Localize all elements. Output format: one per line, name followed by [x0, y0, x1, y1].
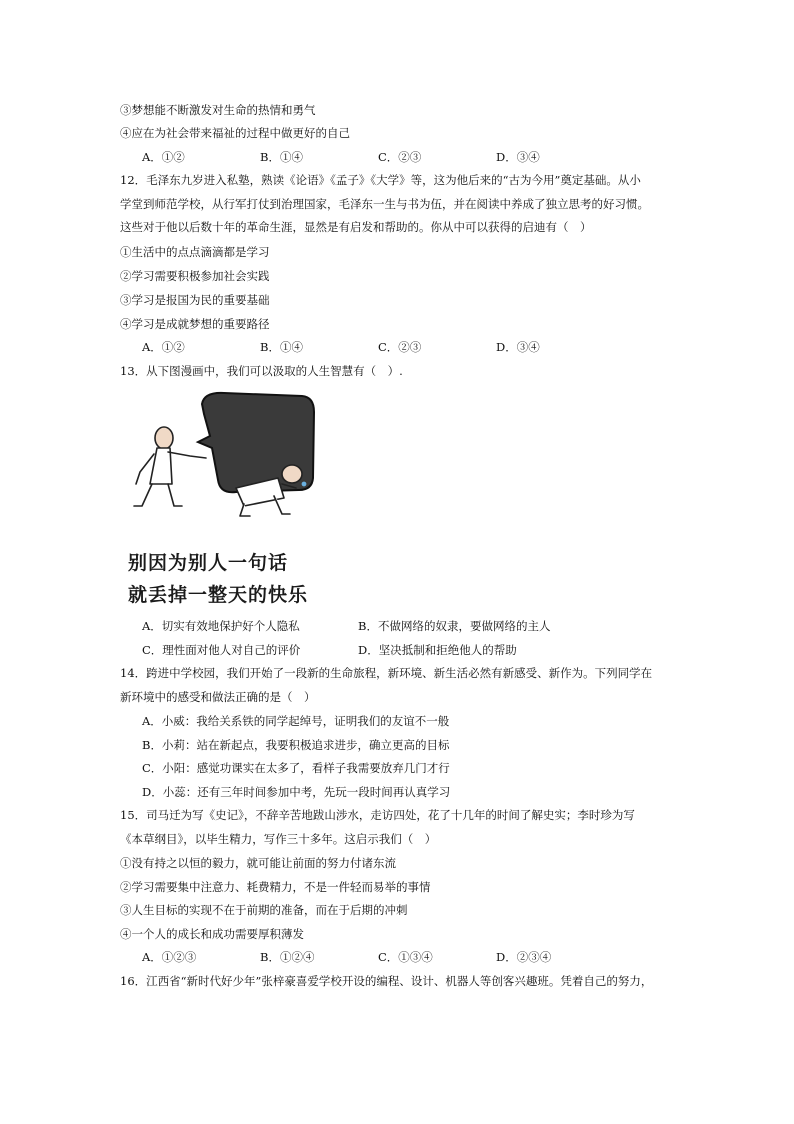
q11-option-b[interactable]: B．①④	[260, 150, 303, 164]
q16-stem-line-1: 16．江西省“新时代好少年”张梓豪喜爱学校开设的编程、设计、机器人等创客兴趣班。凭着自己的努力，	[120, 974, 653, 988]
q15-stem-line-1: 15．司马迁为写《史记》，不辞辛苦地跋山涉水，走访四处，花了十几年的时间了解史实；李时珍为写	[120, 808, 635, 822]
q14-stem-line-1: 14．跨进中学校园，我们开始了一段新的生命旅程，新环境、新生活必然有新感受、新作为。下列同学在	[120, 666, 653, 680]
q13-option-d[interactable]: D．坚决抵制和拒绝他人的帮助	[358, 643, 517, 657]
q15-item-2: ②学习需要集中注意力、耗费精力，不是一件轻而易举的事情	[120, 880, 431, 894]
q13-option-b[interactable]: B．不做网络的奴隶，要做网络的主人	[358, 619, 551, 633]
q12-option-a[interactable]: A．①②	[142, 340, 185, 354]
q14-option-b[interactable]: B．小莉：站在新起点，我要积极追求进步，确立更高的目标	[142, 738, 450, 752]
q12-item-4: ④学习是成就梦想的重要路径	[120, 317, 270, 331]
q14-option-d[interactable]: D．小蕊：还有三年时间参加中考，先玩一段时间再认真学习	[142, 785, 451, 799]
q13-options-row-1	[142, 618, 550, 634]
q11-option-d[interactable]: D．③④	[496, 150, 540, 164]
q15-item-1: ①没有持之以恒的毅力，就可能让前面的努力付诸东流	[120, 856, 396, 870]
q11-option-c[interactable]: C．②③	[378, 150, 422, 164]
comic-illustration	[124, 388, 324, 610]
q12-option-c[interactable]: C．②③	[378, 340, 422, 354]
q11-item-4: ④应在为社会带来福祉的过程中做更好的自己	[120, 126, 350, 140]
q11-options	[142, 149, 614, 165]
q13-option-a[interactable]: A．切实有效地保护好个人隐私	[142, 619, 300, 633]
q15-item-4: ④一个人的成长和成功需要厚积薄发	[120, 927, 304, 941]
q15-option-c[interactable]: C．①③④	[378, 950, 433, 964]
q12-options	[142, 339, 614, 355]
q14-option-a[interactable]: A．小威：我给关系铁的同学起绰号，证明我们的友谊不一般	[142, 714, 450, 728]
q15-options	[142, 949, 614, 965]
q13-option-c[interactable]: C．理性面对他人对自己的评价	[142, 643, 301, 657]
q13-stem: 13．从下图漫画中，我们可以汲取的人生智慧有（ ）.	[120, 364, 403, 378]
q12-item-3: ③学习是报国为民的重要基础	[120, 293, 270, 307]
comic-caption-line-1: 别因为别人一句话	[128, 552, 289, 574]
q12-stem-line-3: 这些对于他以后数十年的革命生涯，显然是有启发和帮助的。你从中可以获得的启迪有（ ）	[120, 220, 592, 234]
comic-caption-line-2: 就丢掉一整天的快乐	[128, 584, 309, 606]
q12-item-1: ①生活中的点点滴滴都是学习	[120, 245, 270, 259]
q14-option-c[interactable]: C．小阳：感觉功课实在太多了，看样子我需要放弃几门才行	[142, 761, 450, 775]
q12-stem-line-1: 12．毛泽东九岁进入私塾，熟读《论语》《孟子》《大学》等，这为他后来的“古为今用”奠定基础。从小	[120, 173, 641, 187]
q15-option-a[interactable]: A．①②③	[142, 950, 197, 964]
q12-option-d[interactable]: D．③④	[496, 340, 540, 354]
q15-option-d[interactable]: D．②③④	[496, 950, 552, 964]
q15-option-b[interactable]: B．①②④	[260, 950, 315, 964]
q15-stem-line-2: 《本草纲目》，以毕生精力，写作三十多年。这启示我们（ ）	[120, 832, 437, 846]
q12-item-2: ②学习需要积极参加社会实践	[120, 269, 270, 283]
q11-item-3: ③梦想能不断激发对生命的热情和勇气	[120, 103, 316, 117]
pointing-man-figure	[134, 427, 206, 506]
q14-stem-line-2: 新环境中的感受和做法正确的是（ ）	[120, 690, 316, 704]
q12-stem-line-2: 学堂到师范学校，从行军打仗到治理国家，毛泽东一生与书为伍，并在阅读中养成了独立思考的好习惯。	[120, 197, 649, 211]
q15-item-3: ③人生目标的实现不在于前期的准备，而在于后期的冲刺	[120, 903, 408, 917]
q13-options-row-2	[142, 642, 517, 658]
q11-option-a[interactable]: A．①②	[142, 150, 185, 164]
q12-option-b[interactable]: B．①④	[260, 340, 303, 354]
